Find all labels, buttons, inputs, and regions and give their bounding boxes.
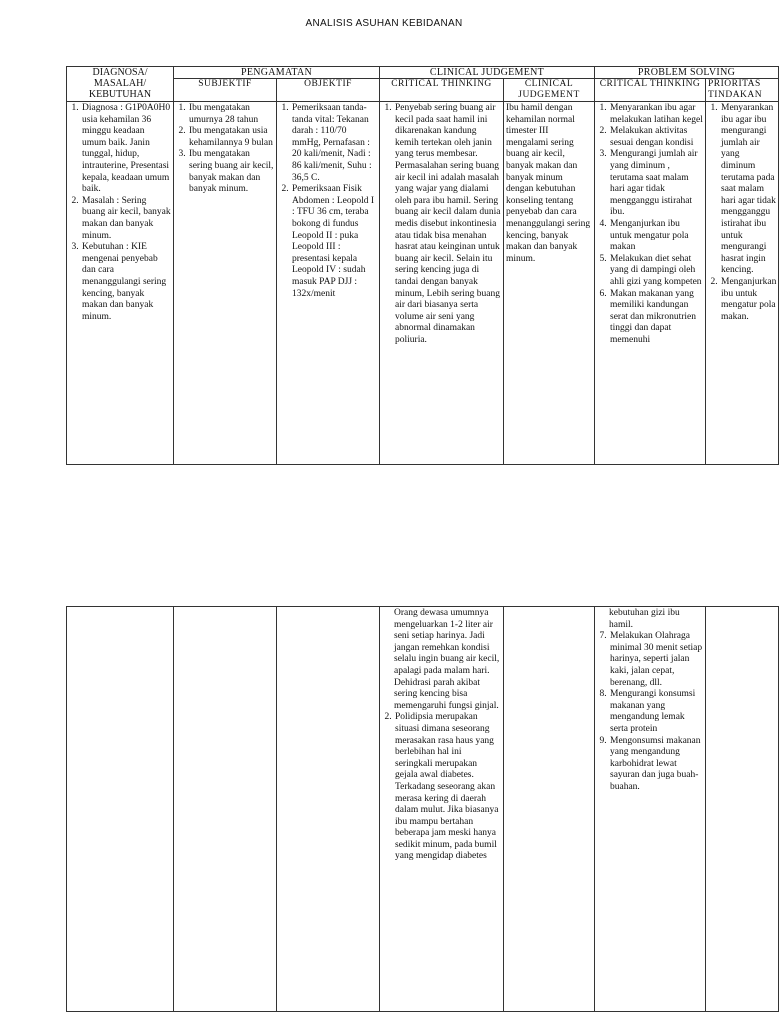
list-item: 2. Melakukan aktivitas sesuai dengan kondisi [609,126,703,149]
header-pengamatan: PENGAMATAN [174,67,380,79]
cell-diagnosa-cont [67,607,174,1012]
clinical-judgement-text: Ibu hamil dengan kehamilan normal timester III mengalami sering buang air kecil, banyak makan dan banyak minum dengan kebutuhan konseling tentang penyebab dan cara menanggulangi sering kencing, banyak makan dan banyak minum. [506,103,591,264]
list-item: 1. Menyarankan ibu agar ibu mengurangi jumlah air yang diminum terutama pada saat malam hari agar tidak mengganggu istirahat ibu untuk mengurangi hasrat ingin kencing. [720,103,776,277]
cell-prioritas [706,102,779,465]
cell-critical-thinking-ps-cont [595,607,706,1012]
header-clinical-judgement: CLINICAL JUDGEMENT [504,79,595,102]
header-subjektif: SUBJEKTIF [174,79,277,102]
critical-thinking-ps-cont-text: kebutuhan gizi ibu hamil. [609,608,680,630]
list-item: 3. Ibu mengatakan sering buang air kecil, banyak makan dan banyak minum. [188,149,274,195]
cell-critical-thinking [380,102,504,465]
cell-critical-thinking-ps [595,102,706,465]
list-item: 8. Mengurangi konsumsi makanan yang mengandung lemak serta protein [609,689,703,735]
list-item: 2. Pemeriksaan Fisik Abdomen : Leopold I : TFU 36 cm, teraba bokong di fundus Leopold II : puka Leopold III : presentasi kepala Leopold IV : sudah masuk PAP DJJ : 132x/menit [291,184,377,300]
list-item: 1. Ibu mengatakan umurnya 28 tahun [188,103,274,126]
list-item: 9. Mengonsumsi makanan yang mengandung karbohidrat lewat sayuran dan juga buah-buahan. [609,736,703,794]
prioritas-list [708,103,776,323]
critical-thinking-cont-list [382,712,501,863]
cell-subjektif [174,102,277,465]
header-objektif: OBJEKTIF [277,79,380,102]
list-item: 4. Menganjurkan ibu untuk mengatur pola makan [609,219,703,254]
header-critical-thinking-ps: CRITICAL THINKING [595,79,706,102]
list-item: 1. Penyebab sering buang air kecil pada saat hamil ini dikarenakan kandung kemih tertekan oleh janin yang terus membesar. Permasalahan sering buang air kecil ini adalah masalah yang wajar yang dialami oleh para ibu hamil. Sering buang air kecil dalam dunia medis disebut inkontinesia atau tidak bisa menahan hasrat atau keinginan untuk buang air kecil. Selain itu sering kencing juga di tandai dengan banyak minum, Lebih sering buang air dari biasanya serta volume air seni yang abnormal dinamakan poliuria. [394,103,501,346]
analysis-table-page-2 [66,606,779,1012]
list-item: 2. Ibu mengatakan usia kehamilannya 9 bulan [188,126,274,149]
critical-thinking-ps-list [597,103,703,346]
critical-thinking-ps-cont-list [597,631,703,793]
cell-clinical-judgement-cont [504,607,595,1012]
critical-thinking-cont-text: Orang dewasa umumnya mengeluarkan 1-2 liter air seni setiap harinya. Jadi jangan remehkan kondisi selalu ingin buang air kecil, apalagi pada malam hari. Dehidrasi parah akibat sering kencing bisa memengaruhi fungsi ginjal. [394,608,500,711]
cell-subjektif-cont [174,607,277,1012]
cell-prioritas-cont [706,607,779,1012]
subjektif-list [176,103,274,196]
list-item: 7. Melakukan Olahraga minimal 30 menit setiap harinya, seperti jalan kaki, jalan cepat, berenang, dll. [609,631,703,689]
cell-critical-thinking-cont [380,607,504,1012]
list-item: 1. Pemeriksaan tanda-tanda vital: Tekanan darah : 110/70 mmHg, Pernafasan : 20 kali/menit, Nadi : 86 kali/menit, Suhu : 36,5 C. [291,103,377,184]
list-item: 2. Polidipsia merupakan situasi dimana seseorang merasakan rasa haus yang berlebihan hal ini seringkali merupakan gejala awal diabetes. Terkadang seseorang akan merasa kering di daerah dalam mulut. Jika biasanya ibu mampu bertahan beberapa jam meski hanya sedikit minum, pada bumil yang mengidap diabetes [394,712,501,863]
cell-clinical-judgement [504,102,595,465]
list-item: 6. Makan makanan yang memiliki kandungan serat dan mikronutrien tinggi dan dapat memenuhi [609,289,703,347]
list-item: 3. Mengurangi jumlah air yang diminum , terutama saat malam hari agar tidak mengganggu istirahat ibu. [609,149,703,219]
cell-objektif [277,102,380,465]
cell-diagnosa [67,102,174,465]
list-item: 1. Diagnosa : G1P0A0H0 usia kehamilan 36 minggu keadaan umum baik. Janin tunggal, hidup, intrauterine, Presentasi kepala, keadaan umum baik. [81,103,171,196]
diagnosa-list [69,103,171,323]
cell-objektif-cont [277,607,380,1012]
list-item: 3. Kebutuhan : KIE mengenai penyebab dan cara menanggulangi sering kencing, banyak makan dan banyak minum. [81,242,171,323]
list-item: 2. Masalah : Sering buang air kecil, banyak makan dan banyak minum. [81,196,171,242]
analysis-table-page-1 [66,66,779,465]
header-diagnosa: DIAGNOSA/ MASALAH/ KEBUTUHAN [67,67,174,102]
header-critical-thinking: CRITICAL THINKING [380,79,504,102]
header-prioritas-tindakan: PRIORITAS TINDAKAN [706,79,779,102]
list-item: 5. Melakukan diet sehat yang di dampingi oleh ahli gizi yang kompeten [609,254,703,289]
list-item: 1. Menyarankan ibu agar melakukan latihan kegel [609,103,703,126]
critical-thinking-list [382,103,501,346]
document-title: ANALISIS ASUHAN KEBIDANAN [305,18,463,29]
objektif-list [279,103,377,300]
list-item: 2. Menganjurkan ibu untuk mengatur pola makan. [720,277,776,323]
header-clinical-judgement-group: CLINICAL JUDGEMENT [380,67,595,79]
header-problem-solving: PROBLEM SOLVING [595,67,779,79]
